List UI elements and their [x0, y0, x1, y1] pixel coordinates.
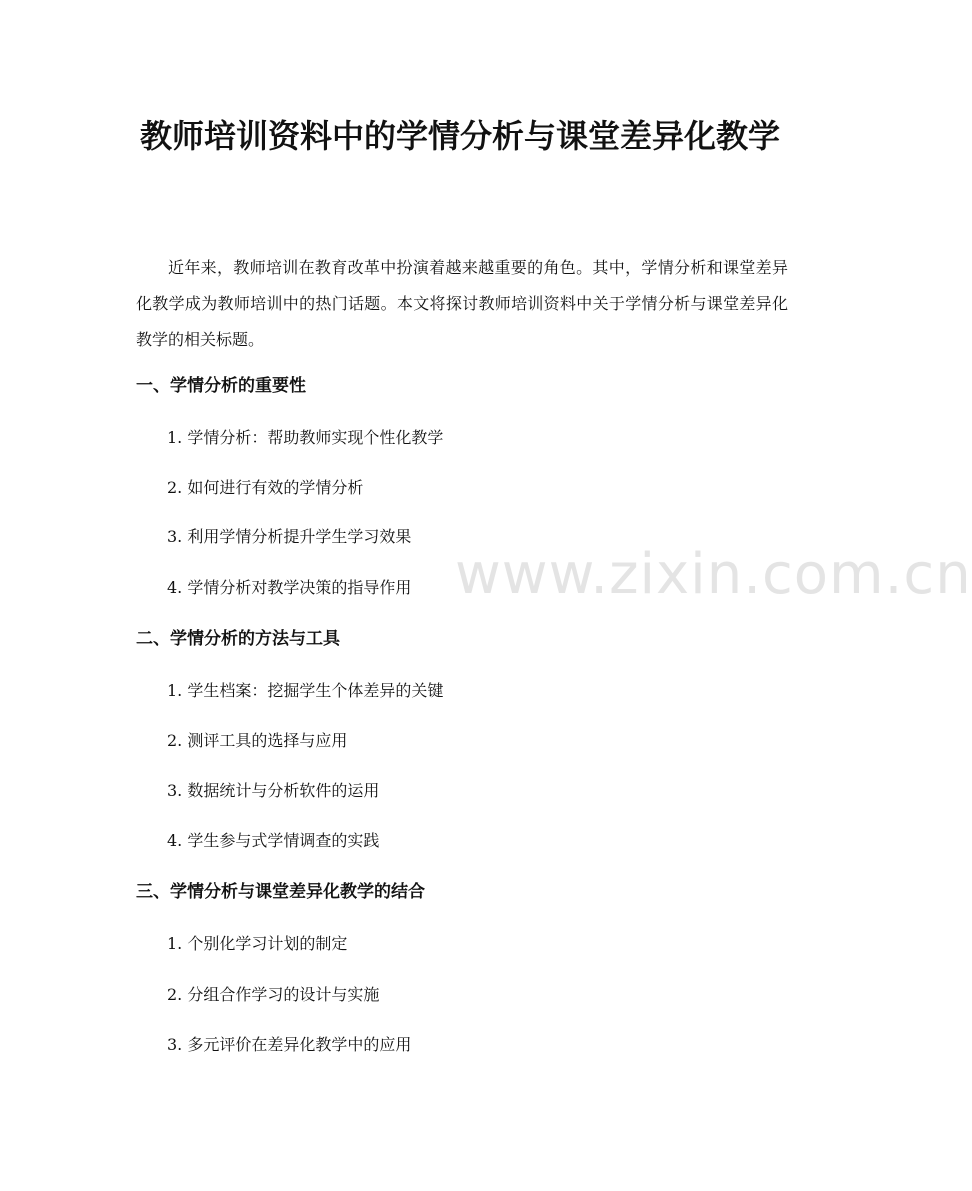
list-item: 3. 数据统计与分析软件的运用	[167, 781, 380, 800]
list-item: 4. 学情分析对教学决策的指导作用	[167, 578, 412, 597]
section-heading-1: 一、学情分析的重要性	[136, 376, 306, 396]
intro-paragraph: 近年来，教师培训在教育改革中扮演着越来越重要的角色。其中，学情分析和课堂差异化教学成为教师培训中的热门话题。本文将探讨教师培训资料中关于学情分析与课堂差异化教学的相关标题。	[136, 258, 788, 349]
list-item: 2. 分组合作学习的设计与实施	[167, 985, 380, 1004]
list-item: 1. 个别化学习计划的制定	[167, 934, 348, 953]
list-item: 2. 测评工具的选择与应用	[167, 731, 348, 750]
list-item: 3. 多元评价在差异化教学中的应用	[167, 1035, 412, 1054]
section-heading-3: 三、学情分析与课堂差异化教学的结合	[136, 882, 425, 902]
list-item: 2. 如何进行有效的学情分析	[167, 478, 364, 497]
list-item: 4. 学生参与式学情调查的实践	[167, 831, 380, 850]
list-item: 1. 学情分析：帮助教师实现个性化教学	[167, 428, 444, 447]
document-title: 教师培训资料中的学情分析与课堂差异化教学	[139, 117, 780, 155]
watermark-text: www.zixin.com.cn	[455, 542, 972, 607]
list-item: 3. 利用学情分析提升学生学习效果	[167, 527, 412, 546]
list-item: 1. 学生档案：挖掘学生个体差异的关键	[167, 681, 444, 700]
section-heading-2: 二、学情分析的方法与工具	[136, 629, 340, 649]
